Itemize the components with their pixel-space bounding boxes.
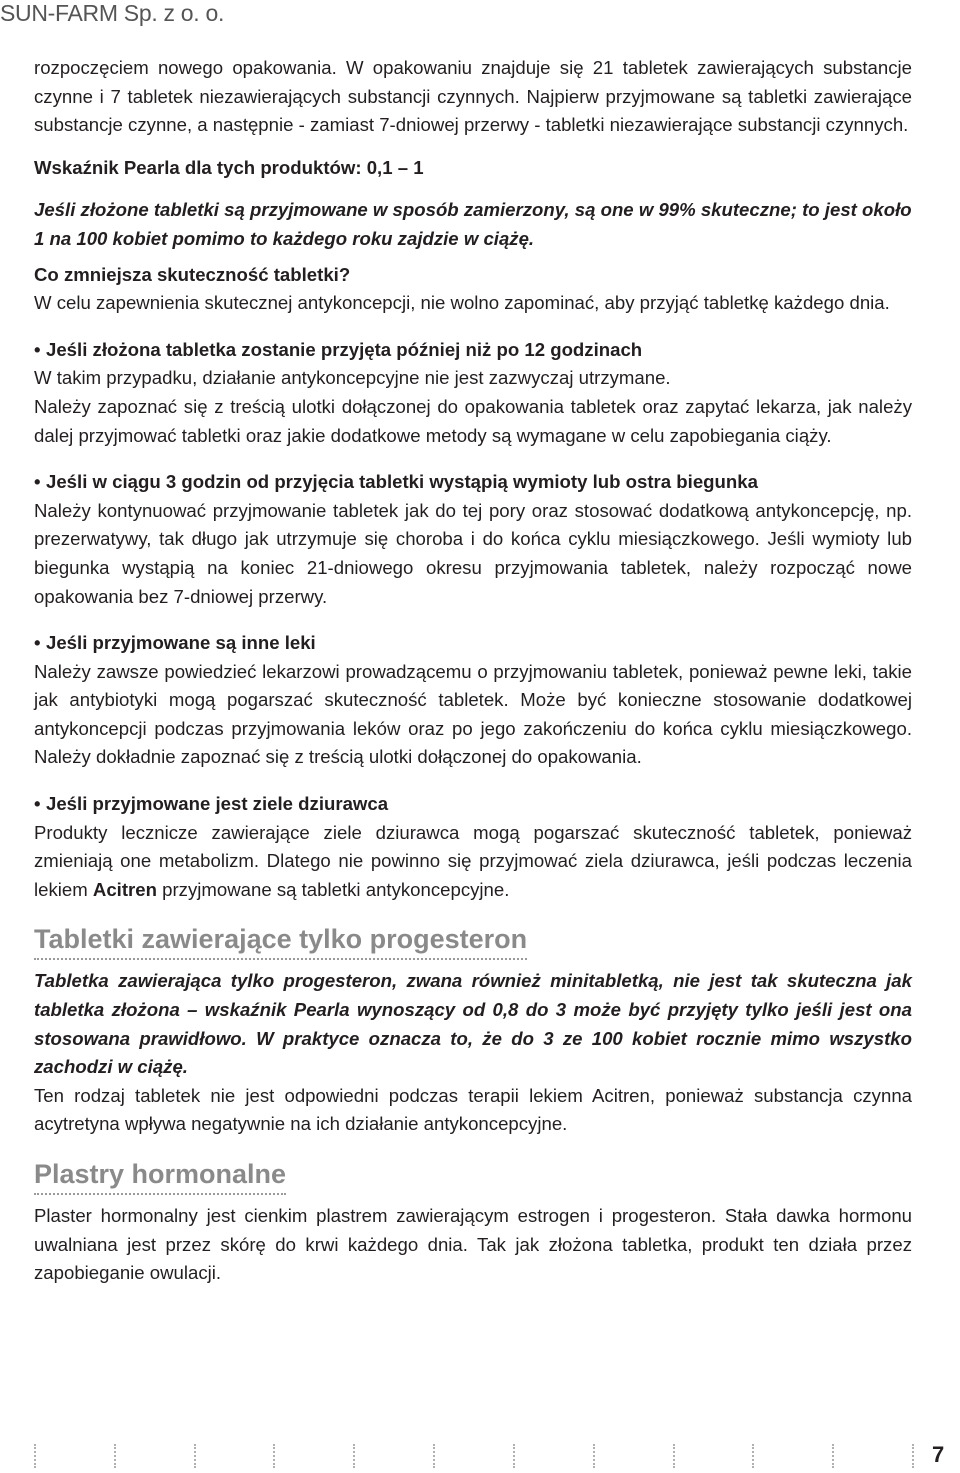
bullet-paragraph: Należy zawsze powiedzieć lekarzowi prowadzącemu o przyjmowaniu tabletek, ponieważ pewne leki, takie jak antybiotyki mogą pogarszać skuteczność tabletek. Może być konieczne stosowanie dodatkowej antykoncepcji podczas przyjmowania leków oraz po jego zakończeniu do końca cyklu miesiączkowego. Należy dokładnie zapoznać się z treścią ulotki dołączonej do opakowania. [34,660,912,768]
bullet-icon: • [34,338,41,360]
section-progesterone [34,922,912,1139]
progesterone-text: Ten rodzaj tabletek nie jest odpowiedni podczas terapii lekiem Acitren, ponieważ substancja czynna acytretyna wpływa negatywnie na ich działanie antykoncepcyjne. [34,1084,912,1135]
bullet-paragraph: Należy kontynuować przyjmowanie tabletek jak do tej pory oraz stosować dodatkową antykoncepcję, np. prezerwatywy, tak długo jak utrzymuje się choroba i do końca cyklu miesiączkowego. Jeśli wymioty lub biegunka wystąpią na koniec 21-dniowego okresu przyjmowania tabletek, należy rozpocząć nowe opakowania bez 7-dniowej przerwy. [34,499,912,607]
page-number: 7 [932,1442,945,1467]
bullet-section-late-pill [34,336,912,450]
intro-paragraph: rozpoczęciem nowego opakowania. W opakowaniu znajduje się 21 tabletek zawierających substancje czynne i 7 tabletek niezawierających substancji czynnych. Najpierw przyjmowane są tabletki zawierające substancje czynne, a następnie - zamiast 7-dniowej przerwy - tabletki niezawierające substancji czynnych. [34,57,912,136]
footer-divider [34,1444,914,1468]
bullet-heading: • Jeśli złożona tabletka zostanie przyjęta później niż po 12 godzinach [34,336,912,365]
bullet-icon: • [34,632,41,654]
effectiveness-text: W celu zapewnienia skutecznej antykoncepcji, nie wolno zapominać, aby przyjąć tabletkę każdego dnia. [34,292,890,314]
drug-name: Acitren [92,878,157,900]
bullet-icon: • [34,793,41,815]
section-title: Plastry hormonalne [34,1157,286,1195]
effectiveness-title: Co zmniejsza skuteczność tabletki? [34,263,351,285]
effectiveness-note: Jeśli złożone tabletki są przyjmowane w sposób zamierzony, są one w 99% skuteczne; to jest około 1 na 100 kobiet pomimo to każdego roku zajdzie w ciążę. [34,199,912,249]
bullet-heading: • Jeśli przyjmowane jest ziele dziurawca [34,790,912,819]
bullet-paragraph: Produkty lecznicze zawierające ziele dziurawca mogą pogarszać skuteczność tabletek, ponieważ zmieniają one metabolizm. Dlatego nie powinno się przyjmować ziela dziurawca, jeśli podczas leczenia lekiem Acitren przyjmowane są tabletki antykoncepcyjne. [34,821,912,900]
bullet-heading: • Jeśli w ciągu 3 godzin od przyjęcia tabletki wystąpią wymioty lub ostra biegunka [34,468,912,497]
bullet-heading: • Jeśli przyjmowane są inne leki [34,629,912,658]
pearl-index: Wskaźnik Pearla dla tych produktów: 0,1 – 1 [34,156,424,178]
bullet-paragraph: Należy zapoznać się z treścią ulotki dołączonej do opakowania tabletek oraz zapytać lekarza, jak należy dalej przyjmować tabletki oraz jakie dodatkowe metody są wymagane w celu zapobiegania ciąży. [34,395,912,446]
page-content [34,54,912,1288]
patches-text: Plaster hormonalny jest cienkim plastrem zawierającym estrogen i progesteron. Stała dawka hormonu uwalniana jest przez skórę do krwi każdego dnia. Tak jak złożona tabletka, produkt ten działa przez zapobieganie owulacji. [34,1205,912,1284]
bullet-section-st-johns-wort [34,790,912,904]
bullet-section-other-drugs [34,629,912,772]
bullet-icon: • [34,471,41,493]
progesterone-note: Tabletka zawierająca tylko progesteron, zwana również minitabletką, nie jest tak skuteczna jak tabletka złożona – wskaźnik Pearla wynoszący od 0,8 do 3 może być przyjęty tylko jeśli jest ona stosowana prawidłowo. W praktyce oznacza to, że do 3 ze 100 kobiet rocznie mimo wszystko zachodzi w ciążę. [34,970,912,1078]
company-name: SUN-FARM Sp. z o. o. [0,0,225,26]
section-title: Tabletki zawierające tylko progesteron [34,922,527,960]
bullet-section-vomiting [34,468,912,611]
bullet-paragraph: W takim przypadku, działanie antykoncepcyjne nie jest zazwyczaj utrzymane. [34,367,671,389]
section-patches [34,1157,912,1288]
